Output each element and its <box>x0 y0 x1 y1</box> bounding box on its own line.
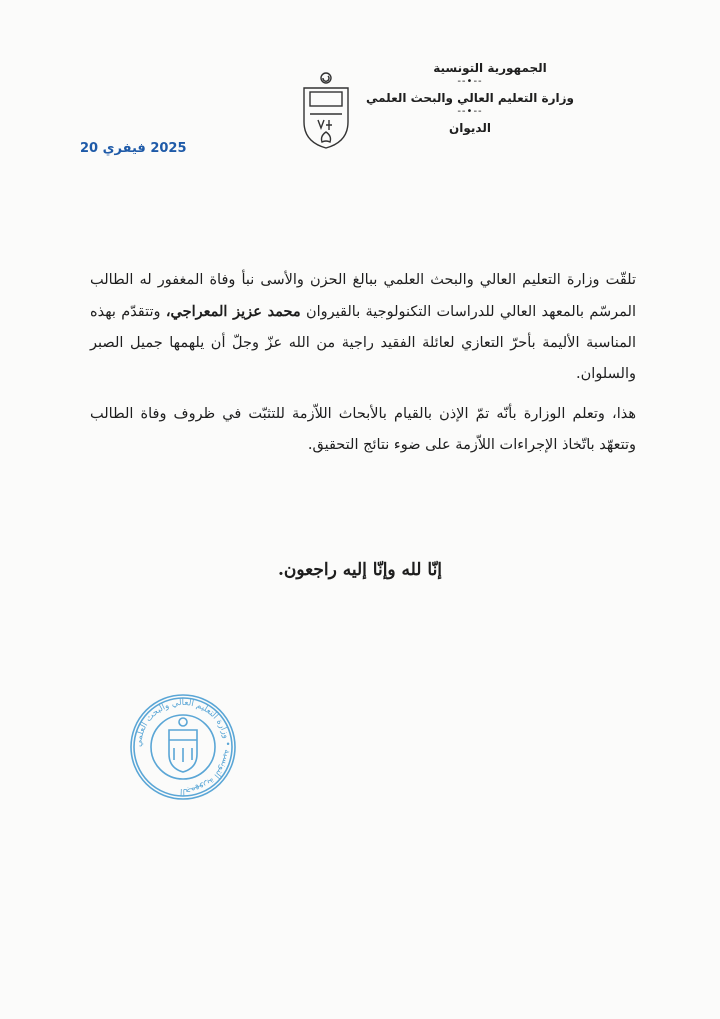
official-stamp <box>128 692 238 802</box>
coat-of-arms-icon <box>296 70 356 150</box>
header-separator: --•-- <box>457 76 483 87</box>
document-date <box>80 141 187 156</box>
cabinet-title: الديوان <box>449 121 491 135</box>
date-day: 20 <box>80 141 99 156</box>
paragraph-1-end: وتتقدّم بهذه المناسبة الأليمة بأحرّ التعازي لعائلة الفقيد راجية من الله عزّ وجلّ أن يلهمها جميل الصبر والسلوان. <box>90 304 636 382</box>
header-separator-2: --•-- <box>457 106 483 117</box>
stamp-text: الجمهورية التونسية • وزارة التعليم العالي والبحث العلمي <box>133 697 233 797</box>
paragraph-condolence <box>90 265 636 390</box>
paragraph-1-start: تلقّت وزارة التعليم العالي والبحث العلمي ببالغ الحزن والأسى نبأ وفاة المغفور له الطالب المرسّم بالمعهد العالي للدراسات التكنولوجية بالقيروان <box>90 272 636 320</box>
letter-body <box>90 265 636 470</box>
date-month: فيفري <box>102 141 146 156</box>
closing-phrase: إنّا لله وإنّا إليه راجعون. <box>277 560 443 580</box>
paragraph-investigation: هذا، وتعلم الوزارة بأنّه تمّ الإذن بالقيام بالأبحاث اللاّزمة للتثبّت في ظروف وفاة الطالب وتتعهّد باتّخاذ الإجراءات اللاّزمة على ضوء نتائج التحقيق. <box>90 406 636 453</box>
date-year: 2025 <box>150 141 187 156</box>
student-name: محمد عزيز المعراجي، <box>165 303 301 320</box>
ministry-title: وزارة التعليم العالي والبحث العلمي <box>365 91 575 105</box>
letterhead <box>360 62 580 134</box>
republic-title: الجمهورية التونسية <box>433 61 547 75</box>
